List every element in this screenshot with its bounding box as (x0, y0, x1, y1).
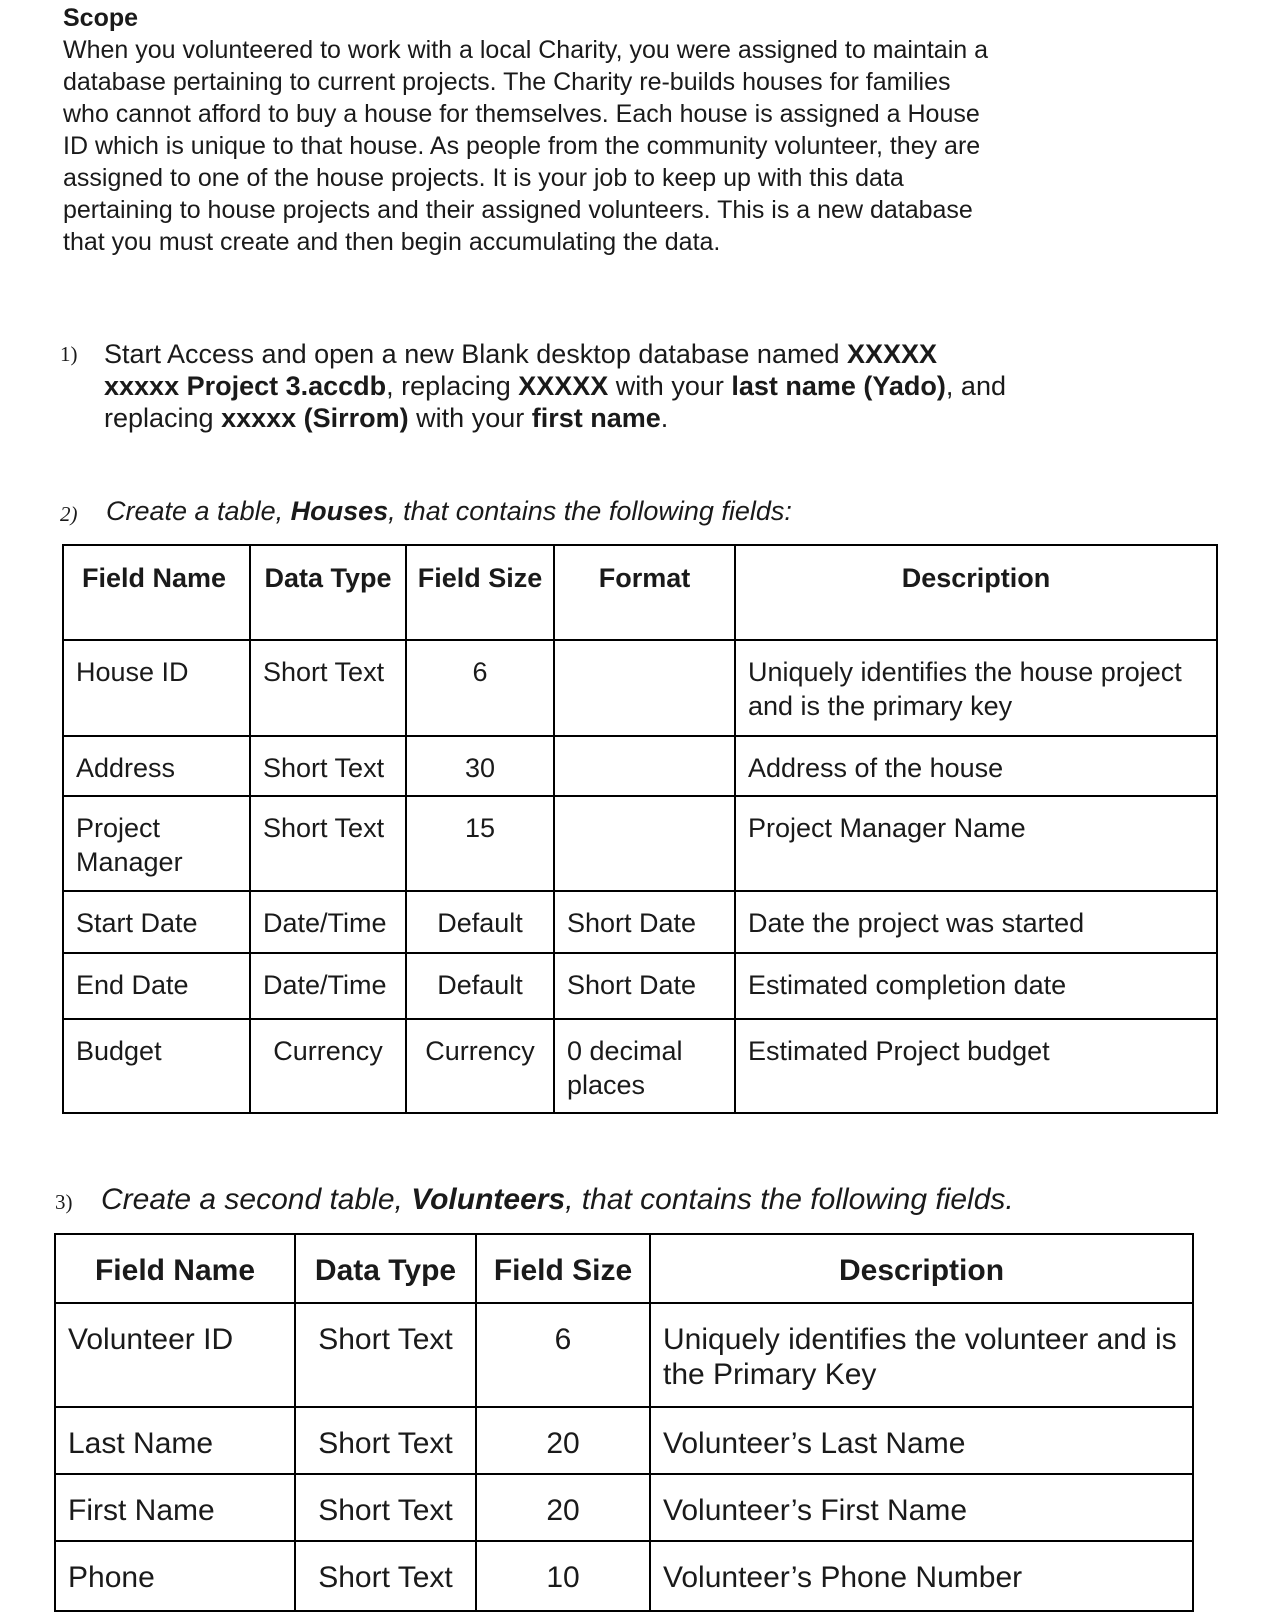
table-row (63, 736, 1217, 796)
table-cell: 20 (476, 1474, 650, 1541)
table-cell: Short Text (295, 1303, 476, 1407)
table-cell: Volunteer ID (55, 1303, 295, 1407)
step-1-text-bold: XXXXX (847, 339, 938, 369)
header-cell: Field Size (406, 545, 554, 640)
step-1-text-part: Start Access and open a new Blank desktop database named (104, 339, 847, 369)
table-cell: Uniquely identifies the house project and is the primary key (735, 640, 1217, 736)
table-cell: Project Manager Name (735, 796, 1217, 891)
volunteers-table (54, 1233, 1194, 1612)
step-1-text-bold: first name (531, 403, 661, 433)
table-row (63, 796, 1217, 891)
table-cell: Estimated completion date (735, 953, 1217, 1019)
table-row (55, 1407, 1193, 1474)
table-cell: Uniquely identifies the volunteer and is the Primary Key (650, 1303, 1193, 1407)
step-1-text-bold: XXXXX (518, 371, 609, 401)
step-2-number: 2) (60, 502, 78, 526)
scope-line: When you volunteered to work with a local Charity, you were assigned to maintain a (63, 36, 989, 64)
scope-line: who cannot afford to buy a house for themselves. Each house is assigned a House (63, 100, 980, 128)
table-cell: Start Date (63, 891, 250, 953)
table-cell: 20 (476, 1407, 650, 1474)
scope-line: pertaining to house projects and their assigned volunteers. This is a new database (63, 196, 973, 224)
table-row (55, 1541, 1193, 1611)
table-cell: Budget (63, 1019, 250, 1113)
step-1-text-part: replacing (104, 403, 222, 433)
step-1-text-bold: xxxxx Project 3.accdb (104, 371, 387, 401)
table-cell: Date/Time (250, 891, 406, 953)
header-cell: Field Size (476, 1234, 650, 1303)
table-cell: Short Text (250, 796, 406, 891)
table-cell: 6 (406, 640, 554, 736)
step-1-text-bold: last name (Yado) (731, 371, 946, 401)
table-cell: End Date (63, 953, 250, 1019)
table-cell: 30 (406, 736, 554, 796)
table-cell: Short Text (295, 1407, 476, 1474)
table-cell: Date/Time (250, 953, 406, 1019)
step-2-text (106, 496, 792, 527)
step-3-text-bold: Volunteers (411, 1183, 566, 1216)
table-row (63, 891, 1217, 953)
table-cell: Default (406, 953, 554, 1019)
table-cell: Short Text (250, 640, 406, 736)
step-3-text-part: , that contains the following fields. (565, 1183, 1014, 1216)
table-cell: Currency (406, 1019, 554, 1113)
step-1-number: 1) (60, 342, 78, 366)
table-cell: Volunteer’s First Name (650, 1474, 1193, 1541)
step-2-text-part: , that contains the following fields: (388, 496, 792, 526)
header-cell: Field Name (63, 545, 250, 640)
table-cell: Short Text (295, 1541, 476, 1611)
table-cell (554, 736, 735, 796)
table-cell: Short Date (554, 891, 735, 953)
table-cell: Estimated Project budget (735, 1019, 1217, 1113)
step-1-text (104, 338, 1006, 434)
table-cell: Date the project was started (735, 891, 1217, 953)
scope-line: that you must create and then begin accumulating the data. (63, 228, 721, 256)
header-cell: Field Name (55, 1234, 295, 1303)
step-3-text (101, 1183, 1014, 1217)
step-2-text-part: Create a table, (106, 496, 291, 526)
step-1-text-bold: xxxxx (Sirrom) (221, 403, 409, 433)
table-cell: 15 (406, 796, 554, 891)
table-cell: Volunteer’s Last Name (650, 1407, 1193, 1474)
scope-line: database pertaining to current projects. The Charity re-builds houses for families (63, 68, 951, 96)
table-cell (554, 796, 735, 891)
step-1-text-part: with your (608, 371, 732, 401)
table-header-row (63, 545, 1217, 640)
table-cell: Phone (55, 1541, 295, 1611)
table-row (63, 953, 1217, 1019)
table-row (55, 1303, 1193, 1407)
step-1-text-part: , and (945, 371, 1006, 401)
table-cell: Address (63, 736, 250, 796)
table-cell: 10 (476, 1541, 650, 1611)
header-cell: Format (554, 545, 735, 640)
step-3-text-part: Create a second table, (101, 1183, 412, 1216)
table-cell: Short Text (295, 1474, 476, 1541)
scope-line: ID which is unique to that house. As people from the community volunteer, they are (63, 132, 981, 160)
table-row (55, 1474, 1193, 1541)
table-header-row (55, 1234, 1193, 1303)
header-cell: Description (735, 545, 1217, 640)
table-cell: Short Text (250, 736, 406, 796)
step-2-text-bold: Houses (290, 496, 389, 526)
scope-paragraph (63, 34, 1123, 258)
table-cell: Short Date (554, 953, 735, 1019)
table-cell: Project Manager (63, 796, 250, 891)
step-1-text-part: , replacing (386, 371, 519, 401)
header-cell: Data Type (250, 545, 406, 640)
header-cell: Description (650, 1234, 1193, 1303)
table-cell: Default (406, 891, 554, 953)
scope-heading: Scope (63, 4, 139, 32)
table-row (63, 1019, 1217, 1113)
table-cell: Volunteer’s Phone Number (650, 1541, 1193, 1611)
step-3-number: 3) (55, 1190, 73, 1214)
table-cell: 6 (476, 1303, 650, 1407)
table-cell: Last Name (55, 1407, 295, 1474)
table-cell: Address of the house (735, 736, 1217, 796)
header-cell: Data Type (295, 1234, 476, 1303)
table-cell: House ID (63, 640, 250, 736)
scope-line: assigned to one of the house projects. It is your job to keep up with this data (63, 164, 904, 192)
table-cell: First Name (55, 1474, 295, 1541)
table-cell: 0 decimal places (554, 1019, 735, 1113)
table-row (63, 640, 1217, 736)
step-1-text-part: . (660, 403, 669, 433)
table-cell: Currency (250, 1019, 406, 1113)
houses-table (62, 544, 1218, 1114)
step-1-text-part: with your (408, 403, 532, 433)
table-cell (554, 640, 735, 736)
